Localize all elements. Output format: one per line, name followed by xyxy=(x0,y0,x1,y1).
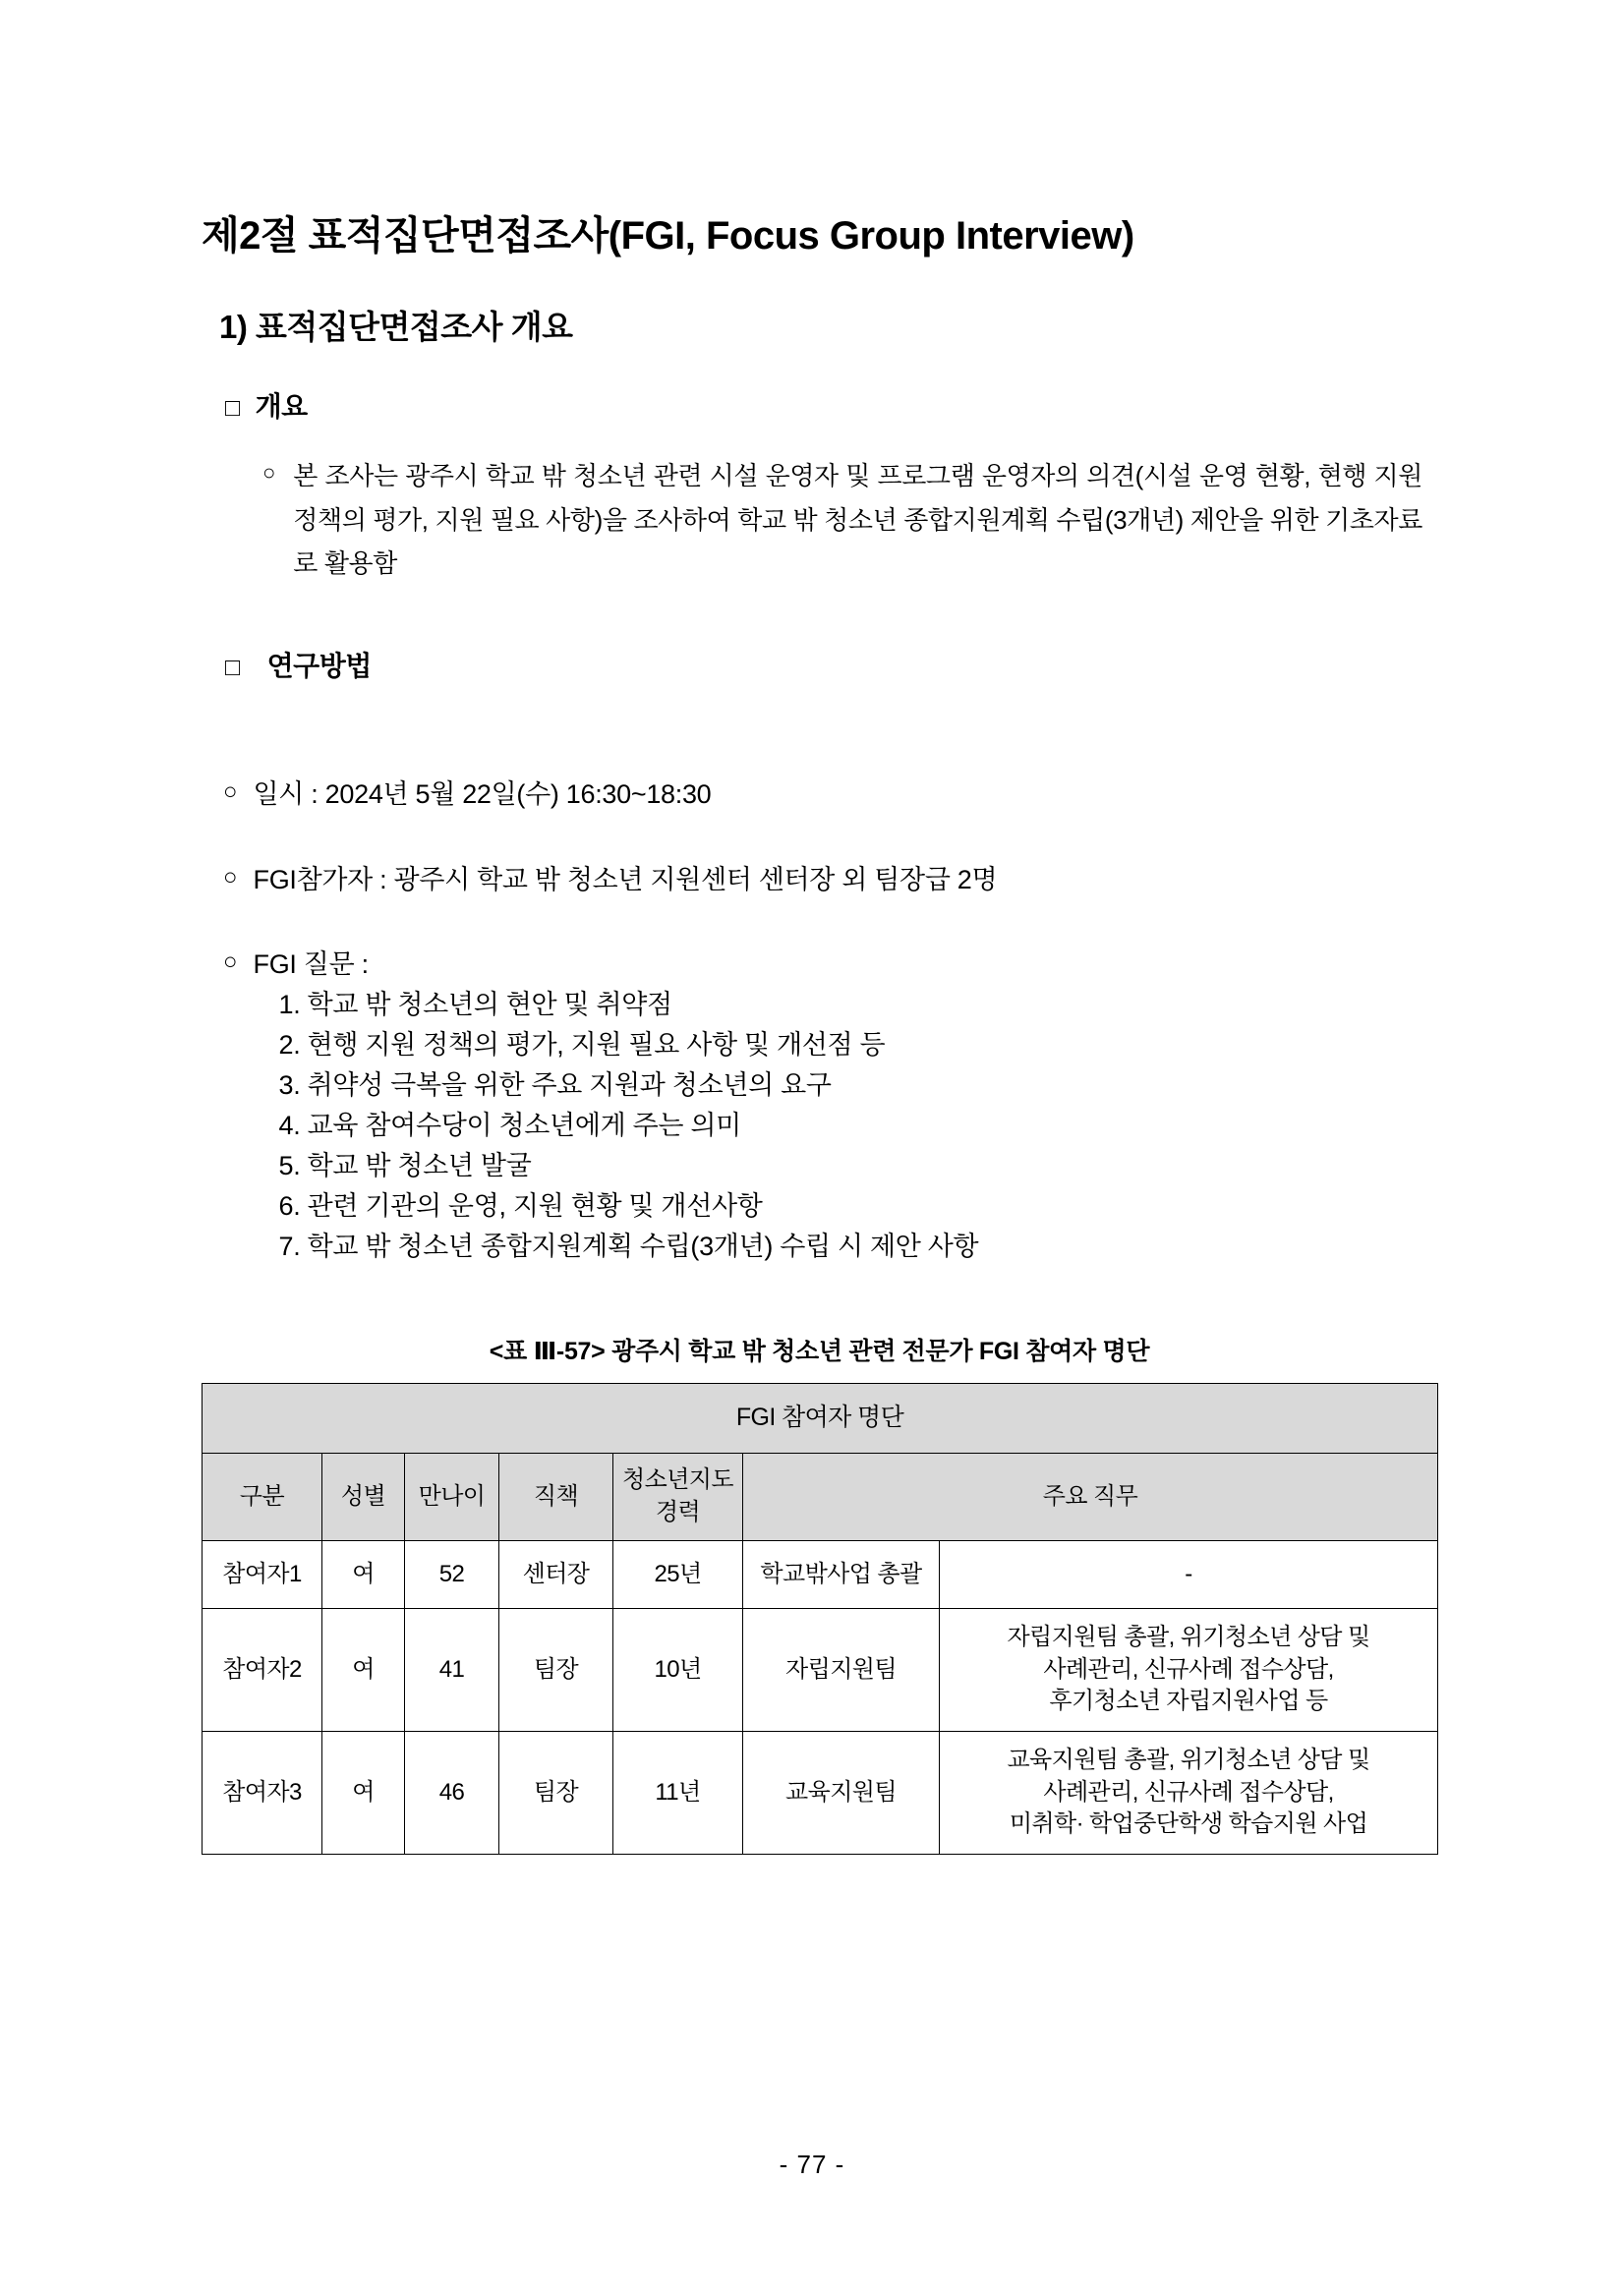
question-item: 6. 관련 기관의 운영, 지원 현황 및 개선사항 xyxy=(278,1190,763,1221)
cell-age: 41 xyxy=(405,1608,499,1731)
table-header-row xyxy=(203,1453,1438,1540)
cell-duties-line2: 사례관리, 신규사례 접수상담, xyxy=(1043,1778,1334,1806)
question-item: 1. 학교 밖 청소년의 현안 및 취약점 xyxy=(278,989,672,1019)
cell-duties-line1: - xyxy=(1185,1560,1192,1587)
question-item: 2. 현행 지원 정책의 평가, 지원 필요 사항 및 개선점 등 xyxy=(278,1029,886,1060)
table-header-position: 직책 xyxy=(499,1453,613,1540)
fgi-participants-table xyxy=(202,1383,1438,1855)
cell-gender: 여 xyxy=(322,1540,405,1608)
square-bullet-icon: □ xyxy=(225,394,240,422)
circle-bullet-icon: ○ xyxy=(223,863,238,890)
table-caption: <표 Ⅲ-57> 광주시 학교 밖 청소년 관련 전문가 FGI 참여자 명단 xyxy=(489,1337,1150,1365)
table-header-category: 구분 xyxy=(203,1453,322,1540)
cell-team: 교육지원팀 xyxy=(743,1731,940,1854)
cell-experience: 11년 xyxy=(613,1731,743,1854)
cell-duties xyxy=(940,1731,1438,1854)
cell-duties-line3: 미취학· 학업중단학생 학습지원 사업 xyxy=(1009,1810,1368,1838)
cell-duties-line3: 후기청소년 자립지원사업 등 xyxy=(1049,1688,1328,1715)
table-row xyxy=(203,1608,1438,1731)
page-number: - 77 - xyxy=(779,2150,845,2179)
section-heading: 1) 표적집단면접조사 개요 xyxy=(219,309,573,345)
cell-category: 참여자2 xyxy=(203,1608,322,1731)
cell-gender: 여 xyxy=(322,1608,405,1731)
circle-bullet-icon: ○ xyxy=(223,778,238,806)
table-title-row xyxy=(203,1383,1438,1453)
table-header-age: 만나이 xyxy=(405,1453,499,1540)
question-item: 5. 학교 밖 청소년 발굴 xyxy=(278,1150,532,1180)
square-bullet-icon: □ xyxy=(225,654,240,682)
cell-duties-line1: 교육지원팀 총괄, 위기청소년 상담 및 xyxy=(1007,1747,1370,1774)
cell-duties-line1: 자립지원팀 총괄, 위기청소년 상담 및 xyxy=(1007,1624,1370,1651)
table-header-experience-line2: 경력 xyxy=(655,1498,701,1525)
cell-duties-line2: 사례관리, 신규사례 접수상담, xyxy=(1043,1655,1334,1683)
table-header-experience-line1: 청소년지도 xyxy=(622,1466,733,1494)
cell-experience: 10년 xyxy=(613,1608,743,1731)
cell-team: 학교밖사업 총괄 xyxy=(743,1540,940,1608)
cell-age: 52 xyxy=(405,1540,499,1608)
method-heading-label: 연구방법 xyxy=(266,651,372,682)
cell-gender: 여 xyxy=(322,1731,405,1854)
table-row xyxy=(203,1540,1438,1608)
method-heading xyxy=(225,645,1437,684)
table-header-gender: 성별 xyxy=(322,1453,405,1540)
cell-position: 팀장 xyxy=(499,1608,613,1731)
question-item: 7. 학교 밖 청소년 종합지원계획 수립(3개년) 수립 시 제안 사항 xyxy=(278,1231,979,1261)
method-item-participants xyxy=(223,815,1437,900)
table-header-experience xyxy=(613,1453,743,1540)
cell-category: 참여자1 xyxy=(203,1540,322,1608)
question-item: 3. 취약성 극복을 위한 주요 지원과 청소년의 요구 xyxy=(278,1069,832,1100)
cell-position: 팀장 xyxy=(499,1731,613,1854)
table-header-duties: 주요 직무 xyxy=(743,1453,1438,1540)
cell-experience: 25년 xyxy=(613,1540,743,1608)
method-item-date xyxy=(223,729,1437,815)
question-item: 4. 교육 참여수당이 청소년에게 주는 의미 xyxy=(278,1110,741,1140)
page-title: 제2절 표적집단면접조사(FGI, Focus Group Interview) xyxy=(202,214,1134,258)
method-item-questions xyxy=(223,899,1437,1267)
method-item-participants-text: FGI참가자 : 광주시 학교 밖 청소년 지원센터 센터장 외 팀장급 2명 xyxy=(253,864,998,894)
circle-bullet-icon: ○ xyxy=(223,948,238,976)
cell-duties xyxy=(940,1608,1438,1731)
table-row xyxy=(203,1731,1438,1854)
cell-team: 자립지원팀 xyxy=(743,1608,940,1731)
overview-paragraph-block xyxy=(262,454,1422,586)
method-item-date-text: 일시 : 2024년 5월 22일(수) 16:30~18:30 xyxy=(253,779,712,810)
cell-duties xyxy=(940,1540,1438,1608)
questions-list xyxy=(254,985,979,1267)
cell-age: 46 xyxy=(405,1731,499,1854)
cell-category: 참여자3 xyxy=(203,1731,322,1854)
questions-label: FGI 질문 : xyxy=(253,949,369,980)
circle-bullet-icon: ○ xyxy=(262,460,276,485)
cell-position: 센터장 xyxy=(499,1540,613,1608)
overview-paragraph: 본 조사는 광주시 학교 밖 청소년 관련 시설 운영자 및 프로그램 운영자의 의견(시설 운영 현황, 현행 지원 정책의 평가, 지원 필요 사항)을 조사하여 학교 밖 청소년 종합지원계획 수립(3개년) 제안을 위한 기초자료로 활용함 xyxy=(293,461,1422,579)
overview-heading xyxy=(225,385,1437,425)
overview-heading-label: 개요 xyxy=(255,391,308,422)
table-title-cell: FGI 참여자 명단 xyxy=(203,1383,1438,1453)
